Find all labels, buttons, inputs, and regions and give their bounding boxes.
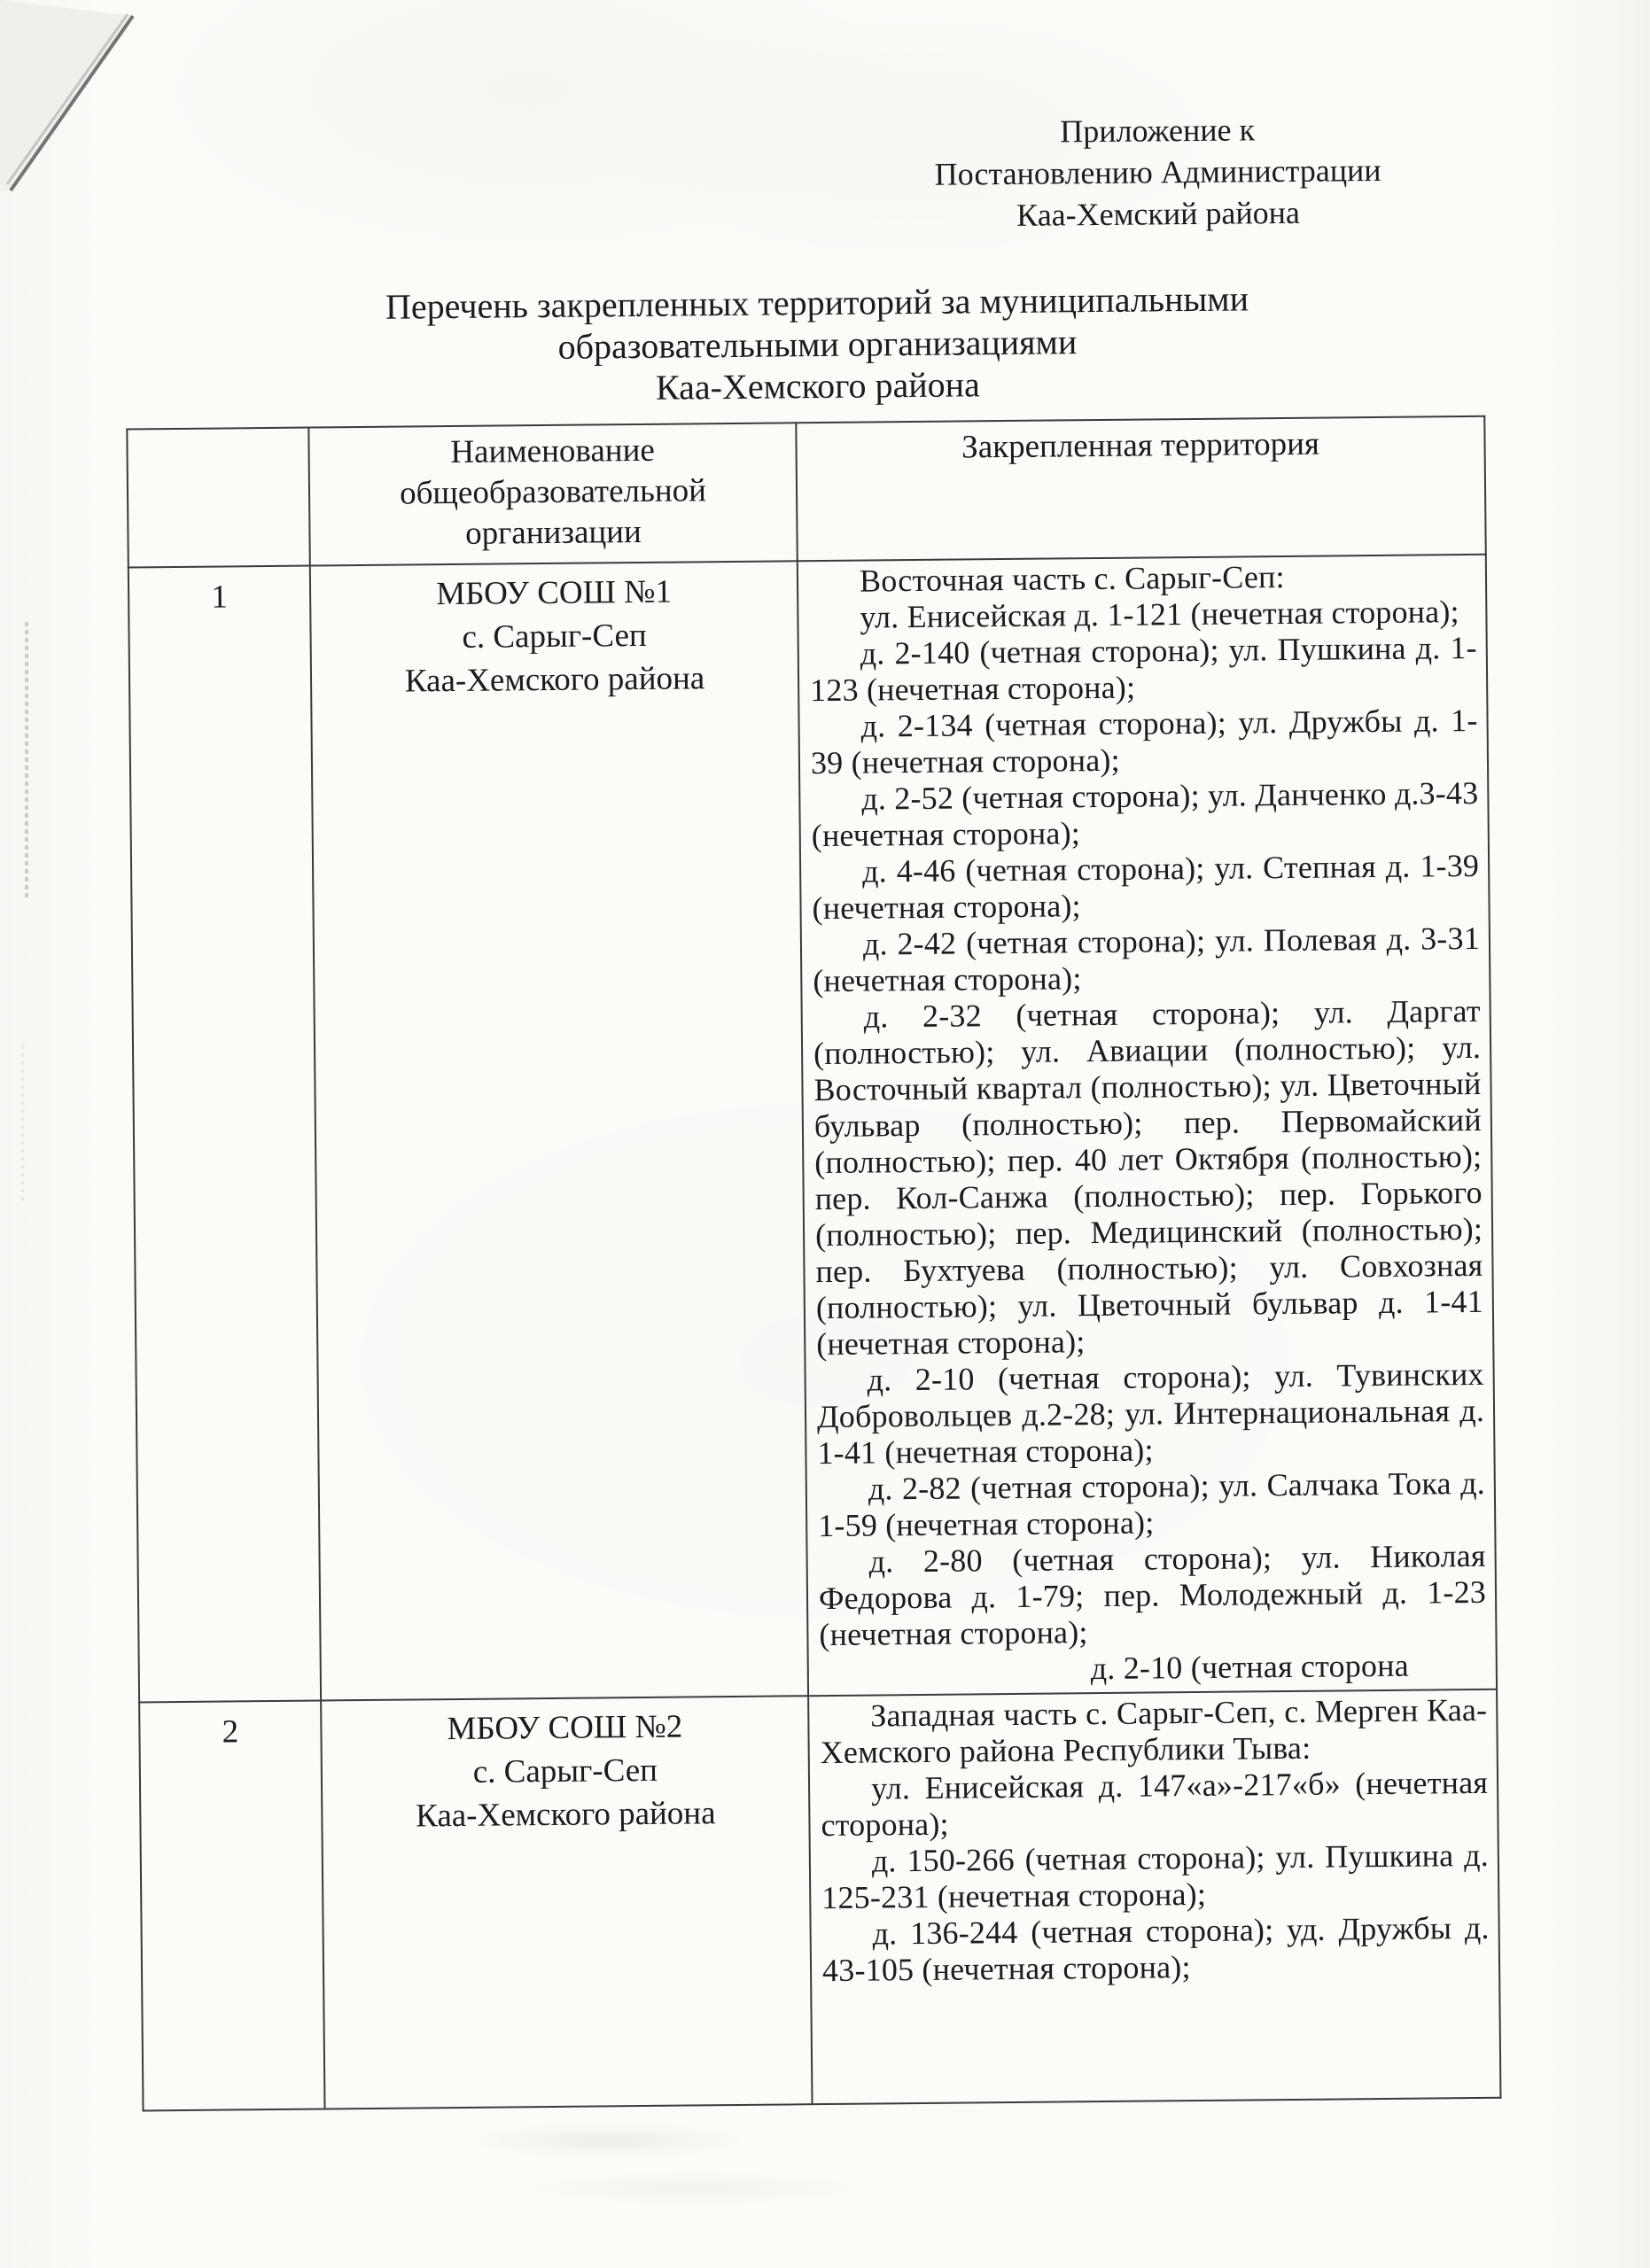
row-number-cell: 1 xyxy=(128,566,321,1703)
col-organization-header-line: общеобразовательной xyxy=(399,472,707,512)
col-number-header xyxy=(127,428,309,568)
territory-paragraph: д. 2-134 (четная сторона); ул. Дружбы д. 1-39 (нечетная сторона); xyxy=(810,702,1478,781)
territory-cell xyxy=(798,555,1497,1696)
col-organization-header xyxy=(308,423,797,565)
territory-paragraph: Восточная часть с. Сарыг-Сеп: xyxy=(859,558,1285,599)
territory-paragraph: д. 136-244 (четная сторона); уд. Дружбы д. 43-105 (нечетная сторона); xyxy=(821,1909,1490,1989)
table-row xyxy=(128,555,1497,1703)
page-title xyxy=(148,276,1487,413)
appendix-line: Постановлению Администрации xyxy=(934,151,1381,192)
territory-paragraph: д. 2-32 (четная сторона); ул. Даргат (полностью); ул. Авиации (полностью); ул. Восточный квартал (полностью); ул. Цветочный бульвар (полностью); пер. Первомайский (полностью); пер. 40 лет Октября (полностью); пер. Кол-Санжа (полностью); пер. Горького (полностью); пер. Медицинский (полностью); пер. Бухтуева (полностью); ул. Совхозная (полностью); ул. Цветочный бульвар д. 1-41 (нечетная сторона); xyxy=(813,992,1484,1363)
page-title-line: Каа-Хемского района xyxy=(655,364,981,408)
territory-paragraph: Западная часть с. Сарыг-Сеп, с. Мерген Каа-Хемского района Республики Тыва: xyxy=(820,1691,1488,1771)
territory-paragraph: д. 2-42 (четная сторона); ул. Полевая д. 3-31 (нечетная сторона); xyxy=(813,920,1481,999)
territory-paragraph: д. 2-82 (четная сторона); ул. Салчака Тока д. 1-59 (нечетная сторона); xyxy=(818,1464,1486,1544)
territory-paragraph: д. 2-10 (четная сторона xyxy=(1090,1647,1409,1687)
territory-paragraph: д. 4-46 (четная сторона); ул. Степная д. 1-39 (нечетная сторона); xyxy=(812,847,1480,927)
page-title-line: образовательными организациями xyxy=(557,322,1078,367)
territories-table xyxy=(126,416,1501,2112)
page-title-line: Перечень закрепленных территорий за муниципальными xyxy=(385,278,1249,327)
territory-paragraph: д. 2-140 (четная сторона); ул. Пушкина д. 1-123 (нечетная сторона); xyxy=(809,629,1477,709)
org-name-line: МБОУ СОШ №2 xyxy=(447,1708,683,1748)
org-name-line: Каа-Хемского района xyxy=(404,660,705,700)
territory-paragraph: ул. Енисейская д. 147«а»-217«б» (нечетная сторона); xyxy=(821,1764,1489,1844)
org-name-line: с. Сарыг-Сеп xyxy=(462,617,647,656)
org-name-line: Каа-Хемского района xyxy=(415,1795,716,1835)
org-name-line: с. Сарыг-Сеп xyxy=(472,1751,658,1790)
row-number-cell: 2 xyxy=(139,1700,324,2110)
table-header-row xyxy=(127,416,1485,568)
appendix-line: Приложение к xyxy=(1060,112,1256,150)
col-territory-header: Закрепленная территория xyxy=(796,416,1485,561)
appendix-note xyxy=(931,108,1384,237)
territory-paragraph: д. 2-10 (четная сторона); ул. Тувинских Добровольцев д.2-28; ул. Интернациональная д. 1-41 (нечетная сторона); xyxy=(816,1355,1485,1472)
territory-paragraph: д. 2-80 (четная сторона); ул. Николая Федорова д. 1-79; пер. Молодежный д. 1-23 (нечетная сторона); xyxy=(818,1537,1487,1653)
col-organization-header-line: Наименование xyxy=(450,431,656,471)
table-row xyxy=(139,1689,1500,2111)
org-name-cell xyxy=(310,561,808,1700)
territory-cell xyxy=(808,1689,1500,2104)
appendix-line: Каа-Хемский района xyxy=(1016,194,1301,233)
org-name-cell xyxy=(321,1696,812,2109)
territory-paragraph: д. 2-52 (четная сторона); ул. Данченко д.3-43 (нечетная сторона); xyxy=(811,774,1479,854)
org-name-line: МБОУ СОШ №1 xyxy=(436,573,673,613)
col-organization-header-line: организации xyxy=(464,513,642,552)
territory-paragraph: ул. Енисейская д. 1-121 (нечетная сторона); xyxy=(860,594,1459,635)
territory-paragraph: д. 150-266 (четная сторона); ул. Пушкина д. 125-231 (нечетная сторона); xyxy=(821,1837,1490,1916)
